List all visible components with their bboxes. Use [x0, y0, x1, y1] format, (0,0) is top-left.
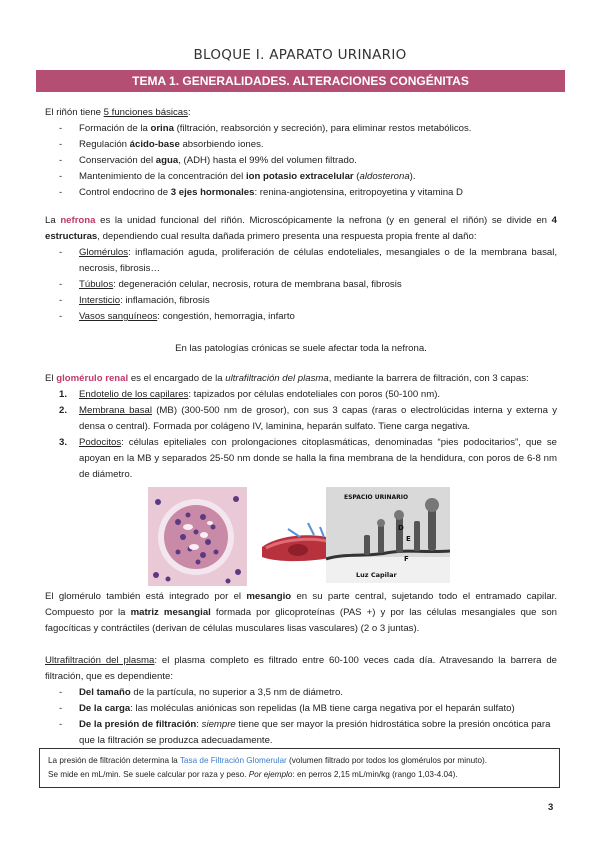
glomerulo-paragraph: El glomérulo renal es el encargado de la ultrafiltración del plasma, mediante la barrera de filtración, con 3 capas:: [45, 373, 529, 384]
list-item: 2. Membrana basal (MB) (300-500 nm de grosor), con sus 3 capas (raras o electrolúcidas interna y externa y densa o central). Formada por colágeno IV, laminina, heparán sulfato. Tiene carga negativa.: [59, 405, 557, 432]
letter-e-label: E: [406, 535, 411, 543]
bloque-title: BLOQUE I. APARATO URINARIO: [193, 47, 407, 63]
espacio-urinario-label: ESPACIO URINARIO: [344, 494, 409, 501]
note-line-1: La presión de filtración determina la Tasa de Filtración Glomerular (volumen filtrado por todos los glomérulos por minuto).: [48, 756, 488, 765]
glomerulus-histology-image: [148, 487, 247, 586]
list-item: - Conservación del agua, (ADH) hasta el 99% del volumen filtrado.: [45, 153, 557, 169]
tfg-link: Tasa de Filtración Glomerular: [179, 756, 287, 765]
list-item: - Vasos sanguíneos: congestión, hemorragia, infarto: [45, 309, 557, 325]
list-item: - Glomérulos: inflamación aguda, proliferación de células endoteliales, mesangiales o de la membrana basal, necrosis, fibrosis…: [45, 245, 557, 277]
list-item: - Intersticio: inflamación, fibrosis: [45, 293, 557, 309]
list-item: - De la presión de filtración: siempre tiene que ser mayor la presión hidrostática sobre la presión oncótica para que la filtración se produzca adecuadamente.: [45, 717, 557, 749]
list-item: - Túbulos: degeneración celular, necrosis, rotura de membrana basal, fibrosis: [45, 277, 557, 293]
list-item: - De la carga: las moléculas aniónicas son repelidas (la MB tiene carga negativa por el heparán sulfato): [45, 701, 557, 717]
tema-title-bar: [36, 70, 565, 92]
list-item: - Control endocrino de 3 ejes hormonales: renina-angiotensina, eritropoyetina y vitamina D: [45, 185, 557, 201]
intro-funciones-link: 5 funciones básicas: [103, 107, 188, 118]
letter-d-label: D: [398, 524, 404, 532]
intro-colon: :: [187, 107, 191, 118]
funciones-list: [45, 121, 557, 201]
ultrafiltracion-paragraph: Ultrafiltración del plasma: el plasma completo es filtrado entre 60-100 veces cada día. Atravesando la barrera de filtración, que es dependiente:: [45, 655, 557, 682]
tfg-note-box: [39, 748, 560, 788]
mesangio-paragraph: El glomérulo también está integrado por el mesangio en su parte central, sujetando todo el entramado capilar. Compuesto por la matriz mesangial formada por glicoproteínas (PAS +) y por las células mesangiales que son fagocíticas y contráctiles (derivan de células musculares lisas vasculares) (2 o 3 juntas).: [45, 591, 557, 634]
nefrona-paragraph: La nefrona es la unidad funcional del riñón. Microscópicamente la nefrona (y en general el riñón) se divide en 4 estructuras, dependiendo cual resulta dañada primero presenta una respuesta propia frente al daño:: [45, 215, 557, 242]
note-line-2: Se mide en mL/min. Se suele calcular por raza y peso. Por ejemplo: en perros 2,15 mL/min/kg (rango 1,03-4.04).: [48, 770, 458, 779]
tema-title: TEMA 1. GENERALIDADES. ALTERACIONES CONGÉNITAS: [132, 74, 469, 88]
list-item: - Regulación ácido-base absorbiendo iones.: [45, 137, 557, 153]
list-item: - Del tamaño de la partícula, no superior a 3,5 nm de diámetro.: [45, 685, 557, 701]
page-number: 3: [548, 802, 554, 813]
dependencias-list: [45, 685, 557, 749]
list-item: - Formación de la orina (filtración, reabsorción y secreción), para eliminar restos metabólicos.: [45, 121, 557, 137]
capas-list: [45, 387, 557, 483]
list-item: - Mantenimiento de la concentración del ion potasio extracelular (aldosterona).: [45, 169, 557, 185]
cronicas-note: En las patologías crónicas se suele afectar toda la nefrona.: [175, 343, 427, 354]
luz-capilar-label: Luz Capilar: [356, 571, 397, 579]
intro-paragraph: [45, 105, 557, 121]
list-item: 1. Endotelio de los capilares: tapizados por células endoteliales con poros (50-100 nm).: [59, 389, 441, 400]
list-item: 3. Podocitos: células epiteliales con prolongaciones citoplasmáticas, denominadas “pies podocitarios”, que se apoyan en la MB y separados 25-50 nm donde se halla la fina membrana de la hendidura, con poros de 6-8 nm de diámetro.: [59, 437, 557, 480]
intro-text: El riñón tiene: [45, 107, 104, 118]
letter-f-label: F: [404, 555, 409, 563]
estructuras-list: [45, 245, 557, 325]
podocyte-micrograph-image: [326, 487, 450, 583]
